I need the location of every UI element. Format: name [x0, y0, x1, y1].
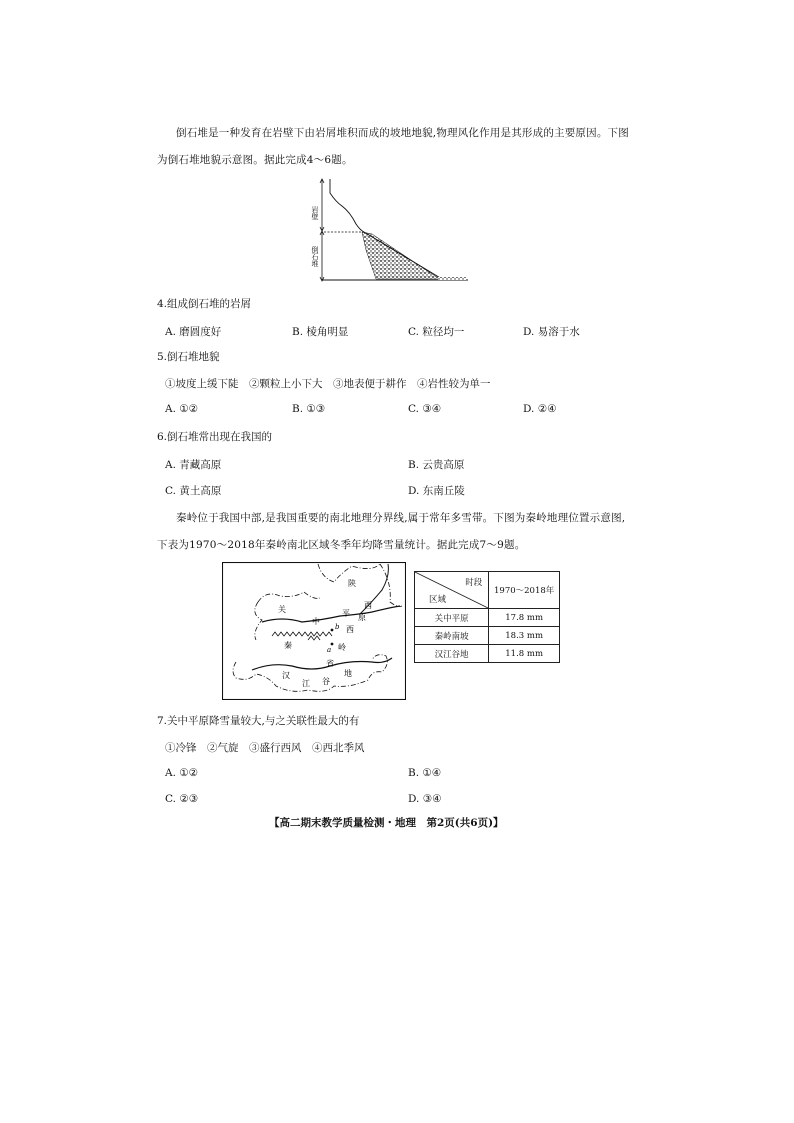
row-value: 17.8 mm	[489, 609, 560, 627]
page-footer: 【高二期末教学质量检测・地理 第2页(共6页)】	[269, 817, 504, 829]
map-label-jiang: 江	[302, 679, 310, 688]
intro-paragraph-2-line-1: 秦岭位于我国中部,是我国重要的南北地理分界线,属于常年多雪带。下图为秦岭地理位置示意图,	[176, 512, 626, 524]
map-label-a: a	[327, 646, 332, 654]
map-label-b: b	[335, 623, 340, 631]
point-a	[331, 643, 334, 646]
map-label-yuan: 原	[358, 613, 366, 622]
q5-option-d[interactable]: D. ②④	[523, 403, 557, 415]
table-row	[415, 609, 560, 627]
map-label-zhong: 中	[312, 617, 320, 626]
table-header-diagonal-cell	[415, 572, 489, 609]
point-b	[331, 629, 334, 632]
height-scale-axis	[320, 179, 324, 281]
row-value: 18.3 mm	[489, 627, 560, 645]
q6-option-a[interactable]: A. 青藏高原	[165, 459, 222, 471]
q7-option-c[interactable]: C. ②③	[165, 793, 199, 805]
table-row	[415, 645, 560, 663]
q5-stem: 5.倒石堆地貌	[157, 351, 220, 363]
map-label-di: 地	[344, 669, 352, 678]
intro-paragraph-1-line-2: 为倒石堆地貌示意图。据此完成4～6题。	[157, 154, 353, 166]
q4-option-a[interactable]: A. 磨圆度好	[165, 326, 222, 338]
talus-deposit	[362, 232, 440, 279]
q5-statements: ①坡度上缓下陡 ②颗粒上小下大 ③地表便于耕作 ④岩性较为单一	[165, 378, 491, 390]
header-years: 1970～2018年	[489, 572, 560, 609]
q4-option-d[interactable]: D. 易溶于水	[523, 326, 580, 338]
map-label-shaan: 陕	[348, 579, 356, 588]
snowfall-table	[414, 571, 560, 663]
map-label-gu: 谷	[322, 677, 330, 686]
row-region: 秦岭南坡	[415, 627, 489, 645]
label-talus: 倒石堆	[311, 246, 319, 267]
q6-stem: 6.倒石堆常出现在我国的	[157, 431, 273, 443]
q6-option-c[interactable]: C. 黄土高原	[165, 485, 222, 497]
intro-paragraph-2-line-2: 下表为1970～2018年秦岭南北区域冬季年均降雪量统计。据此完成7～9题。	[157, 539, 526, 551]
q6-option-b[interactable]: B. 云贵高原	[408, 459, 465, 471]
map-label-sheng: 省	[326, 659, 334, 668]
q7-stem: 7.关中平原降雪量较大,与之关联性最大的有	[157, 715, 360, 727]
map-label-ling: 岭	[338, 643, 346, 652]
map-label-guan: 关	[278, 605, 286, 614]
header-region: 区域	[429, 595, 447, 605]
row-value: 11.8 mm	[489, 645, 560, 663]
qinling-location-map	[222, 562, 406, 700]
map-label-xi-mid: 西	[346, 625, 354, 634]
q5-option-a[interactable]: A. ①②	[165, 403, 199, 415]
table-row	[415, 627, 560, 645]
q5-option-c[interactable]: C. ③④	[408, 403, 442, 415]
header-period: 时段	[465, 578, 483, 588]
q5-option-b[interactable]: B. ①③	[292, 403, 326, 415]
map-label-han: 汉	[282, 671, 290, 680]
q7-option-d[interactable]: D. ③④	[408, 793, 442, 805]
q6-option-d[interactable]: D. 东南丘陵	[408, 485, 465, 497]
map-label-ping: 平	[342, 609, 350, 618]
q4-stem: 4.组成倒石堆的岩屑	[157, 298, 252, 310]
q7-statements: ①冷锋 ②气旋 ③盛行西风 ④西北季风	[165, 742, 365, 754]
row-region: 关中平原	[415, 609, 489, 627]
q7-option-a[interactable]: A. ①②	[165, 767, 199, 779]
label-cliff: 岩壁	[311, 206, 319, 220]
foot-debris	[438, 277, 466, 280]
q4-option-c[interactable]: C. 粒径均一	[408, 326, 465, 338]
intro-paragraph-1-line-1: 倒石堆是一种发育在岩壁下由岩屑堆积而成的坡地地貌,物理风化作用是其形成的主要原因。下图	[176, 127, 629, 139]
row-region: 汉江谷地	[415, 645, 489, 663]
talus-diagram	[300, 168, 480, 288]
q4-option-b[interactable]: B. 棱角明显	[292, 326, 349, 338]
cliff-profile	[330, 179, 364, 232]
q7-option-b[interactable]: B. ①④	[408, 767, 442, 779]
map-label-xi-top: 西	[364, 601, 372, 610]
map-label-qin: 秦	[284, 641, 292, 650]
